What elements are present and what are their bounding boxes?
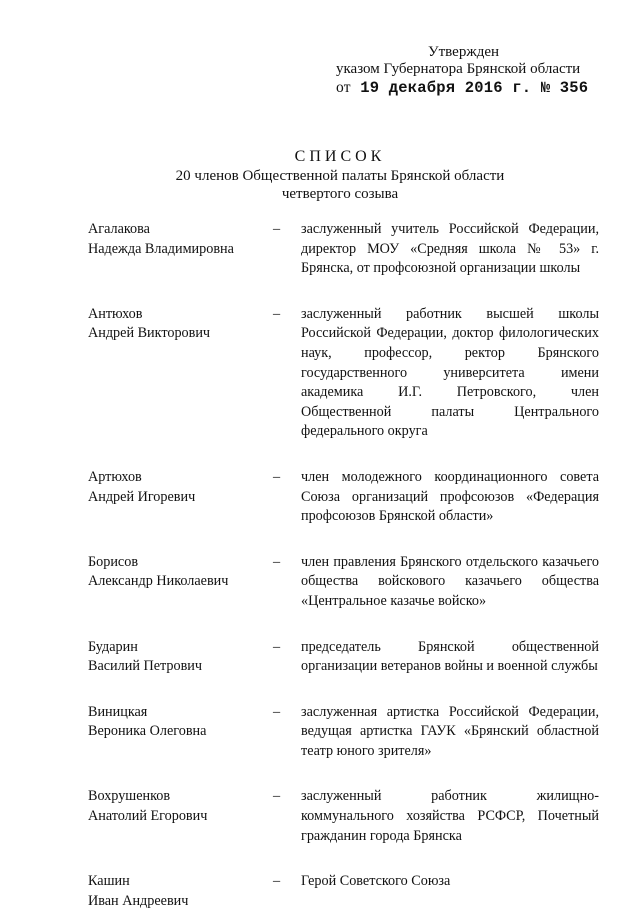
member-given-name: Василий Петрович — [88, 658, 202, 675]
member-description: член правления Брянского отдельского казачьего общества войскового казачьего общества «Центральное казачье войско» — [301, 553, 599, 609]
member-surname: Борисов — [88, 553, 139, 570]
member-entry — [88, 220, 608, 279]
member-surname: Вохрушенков — [88, 788, 171, 805]
member-dash: – — [273, 221, 281, 237]
approval-date-line — [336, 79, 626, 97]
member-dash: – — [273, 553, 281, 570]
approval-date-prefix: от — [336, 79, 351, 96]
member-entry — [88, 553, 608, 612]
approval-title: Утвержден — [428, 44, 500, 60]
approval-number: № 356 — [540, 79, 589, 97]
approval-block — [336, 44, 626, 97]
member-surname: Виницкая — [88, 703, 148, 720]
member-list — [88, 220, 608, 911]
member-description: заслуженный работник высшей школы Российской Федерации, доктор филологических наук, профессор, ректор Брянского государственного университета имени академика И.Г. Петровского, член Общественной палаты Центрального федерального округа — [301, 305, 599, 440]
document-subtitle-2: четвертого созыва — [281, 186, 399, 202]
member-description: заслуженный учитель Российской Федерации, директор МОУ «Средняя школа № 53» г. Брянска, от профсоюзной организации школы — [301, 221, 599, 277]
member-surname: Антюхов — [88, 305, 143, 322]
member-entry — [88, 305, 608, 442]
member-description: Герой Советского Союза — [301, 873, 451, 890]
document-title: СПИСОК — [294, 148, 386, 165]
member-dash: – — [273, 703, 281, 720]
member-entry — [88, 638, 608, 677]
member-given-name: Андрей Викторович — [88, 325, 211, 342]
member-given-name: Вероника Олеговна — [88, 723, 207, 740]
member-dash: – — [273, 788, 281, 805]
approval-date: 19 декабря 2016 г. — [360, 79, 532, 97]
member-surname: Агалакова — [88, 221, 150, 237]
member-name — [88, 703, 273, 762]
member-name — [88, 468, 273, 527]
member-given-name: Андрей Игоревич — [88, 488, 196, 505]
member-surname: Бударин — [88, 638, 138, 655]
member-name — [88, 305, 273, 442]
member-name — [88, 787, 273, 846]
member-entry — [88, 468, 608, 527]
member-given-name: Анатолий Егорович — [88, 808, 208, 825]
member-dash: – — [273, 305, 281, 322]
member-description: член молодежного координационного совета Союза организаций профсоюзов «Федерация профсоюзов Брянской области» — [301, 468, 599, 525]
member-name — [88, 638, 273, 677]
member-name — [88, 220, 273, 279]
approval-decree: указом Губернатора Брянской области — [336, 61, 581, 77]
member-surname: Артюхов — [88, 468, 142, 485]
member-name — [88, 872, 273, 911]
member-given-name: Надежда Владимировна — [88, 240, 234, 257]
member-dash: – — [273, 873, 281, 890]
member-description: заслуженная артистка Российской Федерации, ведущая артистка ГАУК «Брянский областной театр юного зрителя» — [301, 703, 599, 759]
member-entry — [88, 787, 608, 846]
member-given-name: Иван Андреевич — [88, 892, 189, 909]
member-given-name: Александр Николаевич — [88, 573, 229, 590]
title-block — [130, 148, 550, 203]
member-dash: – — [273, 468, 281, 485]
member-name — [88, 553, 273, 612]
member-description: председатель Брянской общественной организации ветеранов войны и военной службы — [301, 638, 599, 675]
member-entry — [88, 703, 608, 762]
member-entry — [88, 872, 608, 911]
member-surname: Кашин — [88, 873, 130, 890]
document-subtitle-1: 20 членов Общественной палаты Брянской области — [175, 168, 505, 184]
member-dash: – — [273, 638, 281, 655]
member-description: заслуженный работник жилищно-коммунального хозяйства РСФСР, Почетный гражданин города Брянска — [301, 788, 599, 844]
